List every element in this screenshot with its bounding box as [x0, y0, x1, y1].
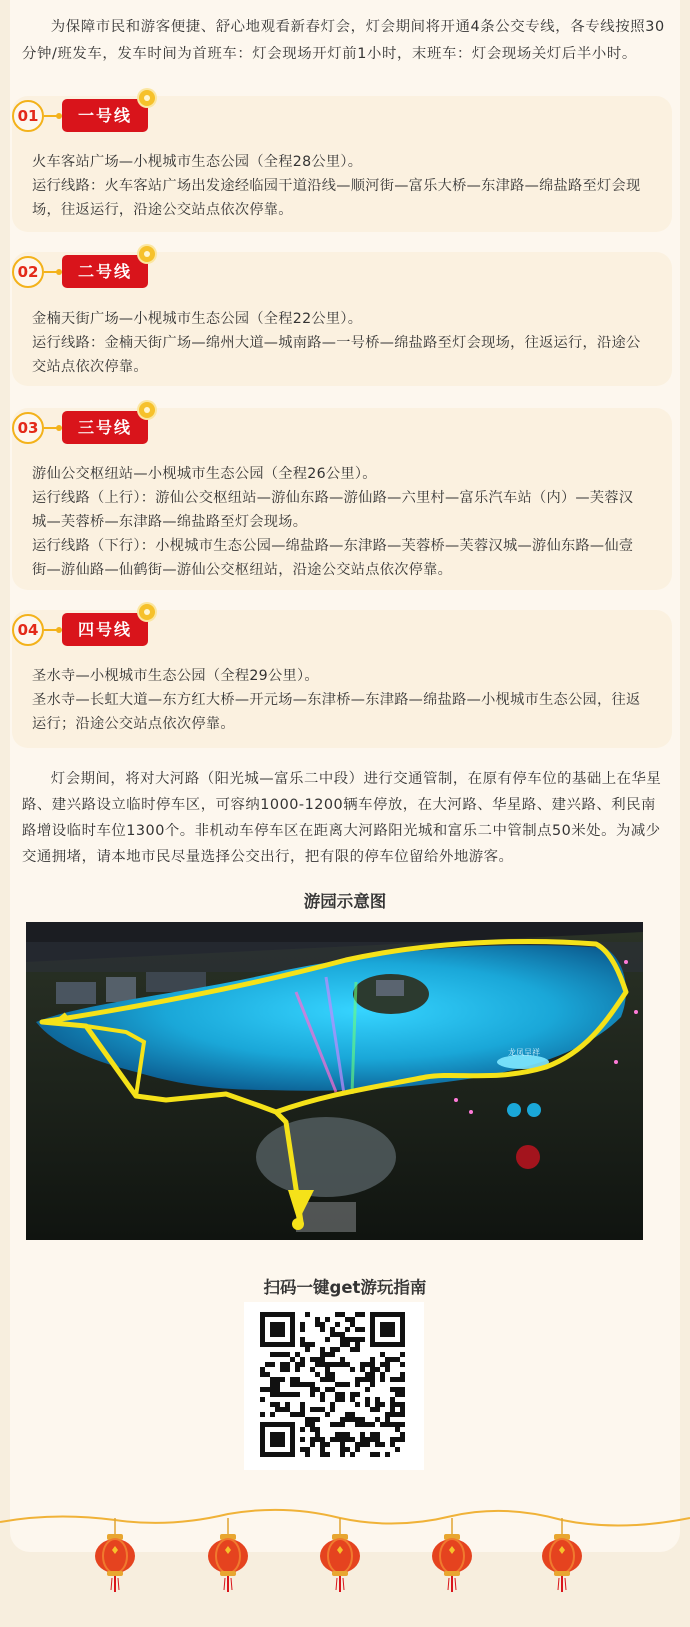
route-detail: 运行线路：金楠天街广场—绵州大道—城南路—一号桥—绵盐路至灯会现场，往返运行，沿途公交站点依次停靠。 — [32, 335, 641, 375]
sparkle-icon — [139, 90, 155, 106]
route-detail: 运行线路：火车客站广场出发途经临园干道沿线—顺河街—富乐大桥—东津路—绵盐路至灯会现场，往返运行，沿途公交站点依次停靠。 — [32, 178, 641, 218]
route-detail-down: 运行线路（下行）：小枧城市生态公园—绵盐路—东津路—芙蓉桥—芙蓉汉城—游仙东路—仙壹街—游仙路—仙鹤街—游仙公交枢纽站，沿途公交站点依次停靠。 — [32, 538, 634, 578]
route-detail-up: 运行线路（上行）：游仙公交枢纽站—游仙东路—游仙路—六里村—富乐汽车站（内）—芙蓉汉城—芙蓉桥—东津路—绵盐路至灯会现场。 — [32, 490, 634, 530]
route-body-1 — [32, 150, 646, 222]
sparkle-icon — [139, 246, 155, 262]
park-map — [26, 922, 643, 1240]
map-label-boat: 龙凤呈祥 — [508, 1048, 540, 1057]
route-name-pill: 二号线 — [62, 255, 148, 288]
park-map-graphic — [26, 922, 643, 1240]
route-name-pill: 四号线 — [62, 613, 148, 646]
route-name-pill: 三号线 — [62, 411, 148, 444]
route-number-badge: 03 — [12, 412, 44, 444]
qr-code-panel[interactable] — [244, 1302, 424, 1470]
lantern-icon — [542, 1518, 582, 1592]
route-header-3 — [12, 408, 172, 448]
intro-paragraph: 为保障市民和游客便捷、舒心地观看新春灯会，灯会期间将开通4条公交专线，各专线按照30分钟/班发车，发车时间为首班车：灯会现场开灯前1小时，末班车：灯会现场关灯后半小时。 — [22, 19, 665, 62]
sparkle-icon — [139, 402, 155, 418]
map-title: 游园示意图 — [303, 892, 387, 911]
lantern-icon — [208, 1518, 248, 1592]
route-summary: 圣水寺—小枧城市生态公园（全程29公里）。 — [32, 668, 319, 684]
qr-title: 扫码一键get游玩指南 — [263, 1278, 427, 1297]
route-header-4 — [12, 610, 172, 650]
route-header-1 — [12, 96, 172, 136]
route-summary: 金楠天街广场—小枧城市生态公园（全程22公里）。 — [32, 311, 363, 327]
lantern-icon — [432, 1518, 472, 1592]
sparkle-icon — [139, 604, 155, 620]
route-summary: 游仙公交枢纽站—小枧城市生态公园（全程26公里）。 — [32, 466, 377, 482]
lantern-icon — [95, 1518, 135, 1592]
route-number-badge: 02 — [12, 256, 44, 288]
route-name-pill: 一号线 — [62, 99, 148, 132]
parking-paragraph: 灯会期间，将对大河路（阳光城—富乐二中段）进行交通管制，在原有停车位的基础上在华星路、建兴路设立临时停车区，可容纳1000-1200辆车停放，在大河路、华星路、建兴路、利民南路增设临时车位1300个。非机动车停车区在距离大河路阳光城和富乐二中管制点50米处。为减少交通拥堵，请本地市民尽量选择公交出行，把有限的停车位留给外地游客。 — [22, 771, 662, 865]
route-detail: 圣水寺—长虹大道—东方红大桥—开元场—东津桥—东津路—绵盐路—小枧城市生态公园，往返运行；沿途公交站点依次停靠。 — [32, 692, 641, 732]
route-number-badge: 04 — [12, 614, 44, 646]
qr-code-icon[interactable] — [244, 1302, 424, 1470]
lantern-icon — [320, 1518, 360, 1592]
route-number-badge: 01 — [12, 100, 44, 132]
route-body-3 — [32, 462, 646, 582]
route-header-2 — [12, 252, 172, 292]
lantern-decoration — [0, 1500, 690, 1627]
route-body-2 — [32, 307, 646, 379]
route-summary: 火车客站广场—小枧城市生态公园（全程28公里）。 — [32, 154, 363, 170]
lantern-string-graphic — [0, 1500, 690, 1627]
route-body-4 — [32, 664, 646, 736]
